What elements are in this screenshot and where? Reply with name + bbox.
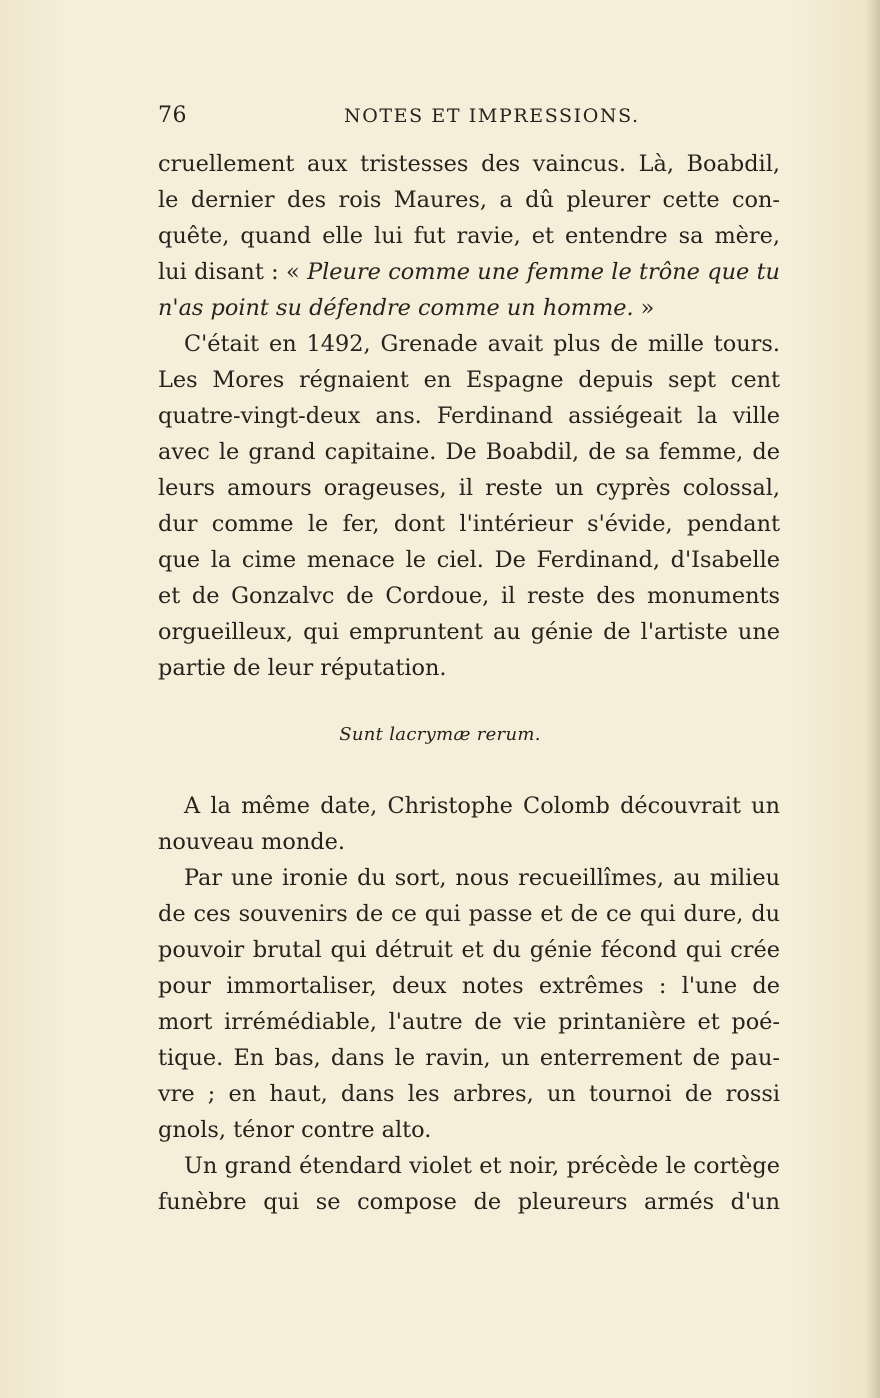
text-line: partie de leur réputation.	[158, 655, 447, 681]
text-line: A la même date, Christophe Colomb découvrait un	[184, 793, 780, 819]
text-line: pour immortaliser, deux notes extrêmes : l'une de	[158, 973, 780, 999]
text-line: avec le grand capitaine. De Boabdil, de sa femme, de	[158, 439, 780, 465]
text-line: orgueilleux, qui empruntent au génie de l'artiste une	[158, 619, 780, 645]
epigraph: Sunt lacrymæ rerum.	[339, 724, 541, 745]
text-line: que la cime menace le ciel. De Ferdinand, d'Isabelle	[158, 547, 780, 573]
quote-italic: n'as point su défendre comme un homme.	[158, 295, 634, 321]
text-line: Par une ironie du sort, nous recueillîmes, au milieu	[184, 865, 780, 891]
text-line	[158, 290, 780, 326]
text-line: leurs amours orageuses, il reste un cyprès colossal,	[158, 475, 780, 501]
text-line: cruellement aux tristesses des vaincus. Là, Boabdil,	[158, 151, 780, 177]
text-line: Les Mores régnaient en Espagne depuis sept cent	[158, 367, 780, 393]
text-line	[158, 254, 780, 290]
text-line: vre ; en haut, dans les arbres, un tournoi de rossi	[158, 1081, 780, 1107]
text-line: nouveau monde.	[158, 829, 345, 855]
paragraph-2	[158, 326, 780, 686]
text-line: pouvoir brutal qui détruit et du génie fécond qui crée	[158, 937, 780, 963]
text-line: Un grand étendard violet et noir, précède le cortège	[184, 1153, 780, 1179]
text-line: quête, quand elle lui fut ravie, et entendre sa mère,	[158, 223, 780, 249]
text-line: dur comme le fer, dont l'intérieur s'évide, pendant	[158, 511, 780, 537]
text-line: et de Gonzalvc de Cordoue, il reste des monuments	[158, 583, 780, 609]
paragraph-1	[158, 146, 780, 326]
paragraph-5	[158, 1148, 780, 1220]
page-edge-shadow	[866, 0, 880, 1398]
quote-italic: Pleure comme une femme le trône que tu	[307, 259, 780, 285]
running-title: NOTES ET IMPRESSIONS.	[344, 105, 640, 127]
text-line: quatre-vingt-deux ans. Ferdinand assiégeait la ville	[158, 403, 780, 429]
text-line: de ces souvenirs de ce qui passe et de ce qui dure, du	[158, 901, 780, 927]
text-line: gnols, ténor contre alto.	[158, 1117, 432, 1143]
quote-close: »	[633, 295, 655, 321]
page-number: 76	[158, 103, 187, 128]
text-line: le dernier des rois Maures, a dû pleurer cette con-	[158, 187, 780, 213]
paragraph-4	[158, 860, 780, 1148]
text-line: funèbre qui se compose de pleureurs armés d'un	[158, 1189, 780, 1215]
text-line: mort irrémédiable, l'autre de vie printanière et poé-	[158, 1009, 780, 1035]
text-line: C'était en 1492, Grenade avait plus de mille tours.	[184, 331, 780, 357]
text-line: tique. En bas, dans le ravin, un enterrement de pau-	[158, 1045, 780, 1071]
page-header	[158, 103, 780, 135]
paragraph-3	[158, 788, 780, 860]
quote-intro: lui disant : «	[158, 259, 308, 285]
